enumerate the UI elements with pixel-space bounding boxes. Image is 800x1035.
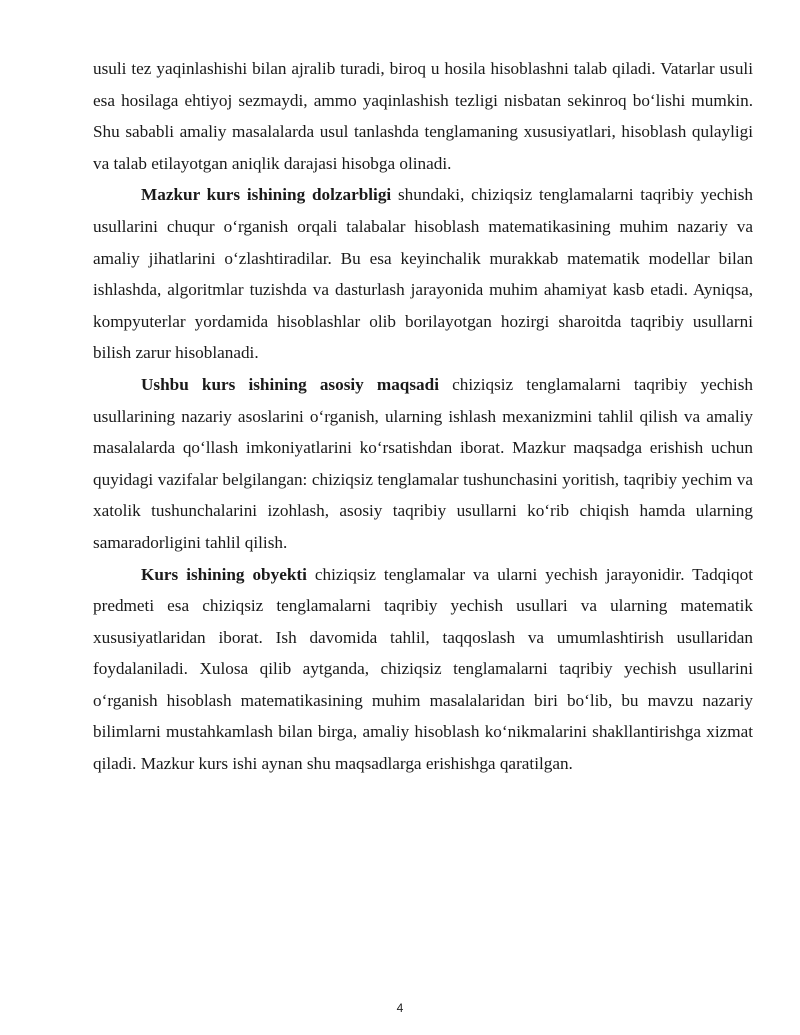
paragraph-lead: Kurs ishining obyekti — [141, 564, 307, 584]
page-number: 4 — [396, 1001, 404, 1015]
paragraph-goal — [93, 369, 753, 559]
paragraph-lead: Mazkur kurs ishining dolzarbligi — [141, 185, 392, 205]
paragraph-text: shundaki, chiziqsiz tenglamalarni taqribiy yechish usullarini chuqur o‘rganish orqali talabalar hisoblash matematikasining muhim nazariy va amaliy jihatlarini o‘zlashtiradilar. Bu esa keyinchalik murakkab matematik modellar bilan ishlashda, algoritmlar tuzishda va dasturlash jarayonida muhim ahamiyat kasb etadi. Ayniqsa, kompyuterlar yordamida hisoblashlar olib borilayotgan hozirgi sharoitda taqribiy usullarni bilish zarur hisoblanadi. — [93, 185, 753, 363]
paragraph-object — [93, 559, 753, 780]
paragraph-relevance — [93, 179, 753, 369]
paragraph-text: chiziqsiz tenglamalarni taqribiy yechish usullarining nazariy asoslarini o‘rganish, ularning ishlash mexanizmini tahlil qilish va amaliy masalalarda qo‘llash imkoniyatlarini ko‘rsatishdan iborat. Mazkur maqsadga erishish uchun quyidagi vazifalar belgilangan: chiziqsiz tenglamalar tushunchasini yoritish, taqribiy yechim va xatolik tushunchalarini izohlash, asosiy taqribiy usullarni ko‘rib chiqish hamda ularning samaradorligini tahlil qilish. — [93, 374, 753, 552]
paragraph-lead: Ushbu kurs ishining asosiy maqsadi — [141, 374, 439, 394]
document-page — [93, 53, 753, 780]
paragraph-text: chiziqsiz tenglamalar va ularni yechish jarayonidir. Tadqiqot predmeti esa chiziqsiz tenglamalarni taqribiy yechish usullari va ularning matematik xususiyatlaridan iborat. Ish davomida tahlil, taqqoslash va umumlashtirish usullaridan foydalaniladi. Xulosa qilib aytganda, chiziqsiz tenglamalarni taqribiy yechish usullarini o‘rganish hisoblash matematikasining muhim masalalaridan biri bo‘lib, bu mavzu nazariy bilimlarni mustahkamlash bilan birga, amaliy hisoblash ko‘nikmalarini shakllantirishga xizmat qiladi. Mazkur kurs ishi aynan shu maqsadlarga erishishga qaratilgan. — [93, 564, 753, 774]
paragraph-continuation — [93, 53, 753, 179]
paragraph-text: usuli tez yaqinlashishi bilan ajralib turadi, biroq u hosila hisoblashni talab qiladi. Vatarlar usuli esa hosilaga ehtiyoj sezmaydi, ammo yaqinlashish tezligi nisbatan sekinroq bo‘lishi mumkin. Shu sababli amaliy masalalarda usul tanlashda tenglamaning xususiyatlari, hisoblash qulayligi va talab etilayotgan aniqlik darajasi hisobga olinadi. — [93, 59, 753, 173]
